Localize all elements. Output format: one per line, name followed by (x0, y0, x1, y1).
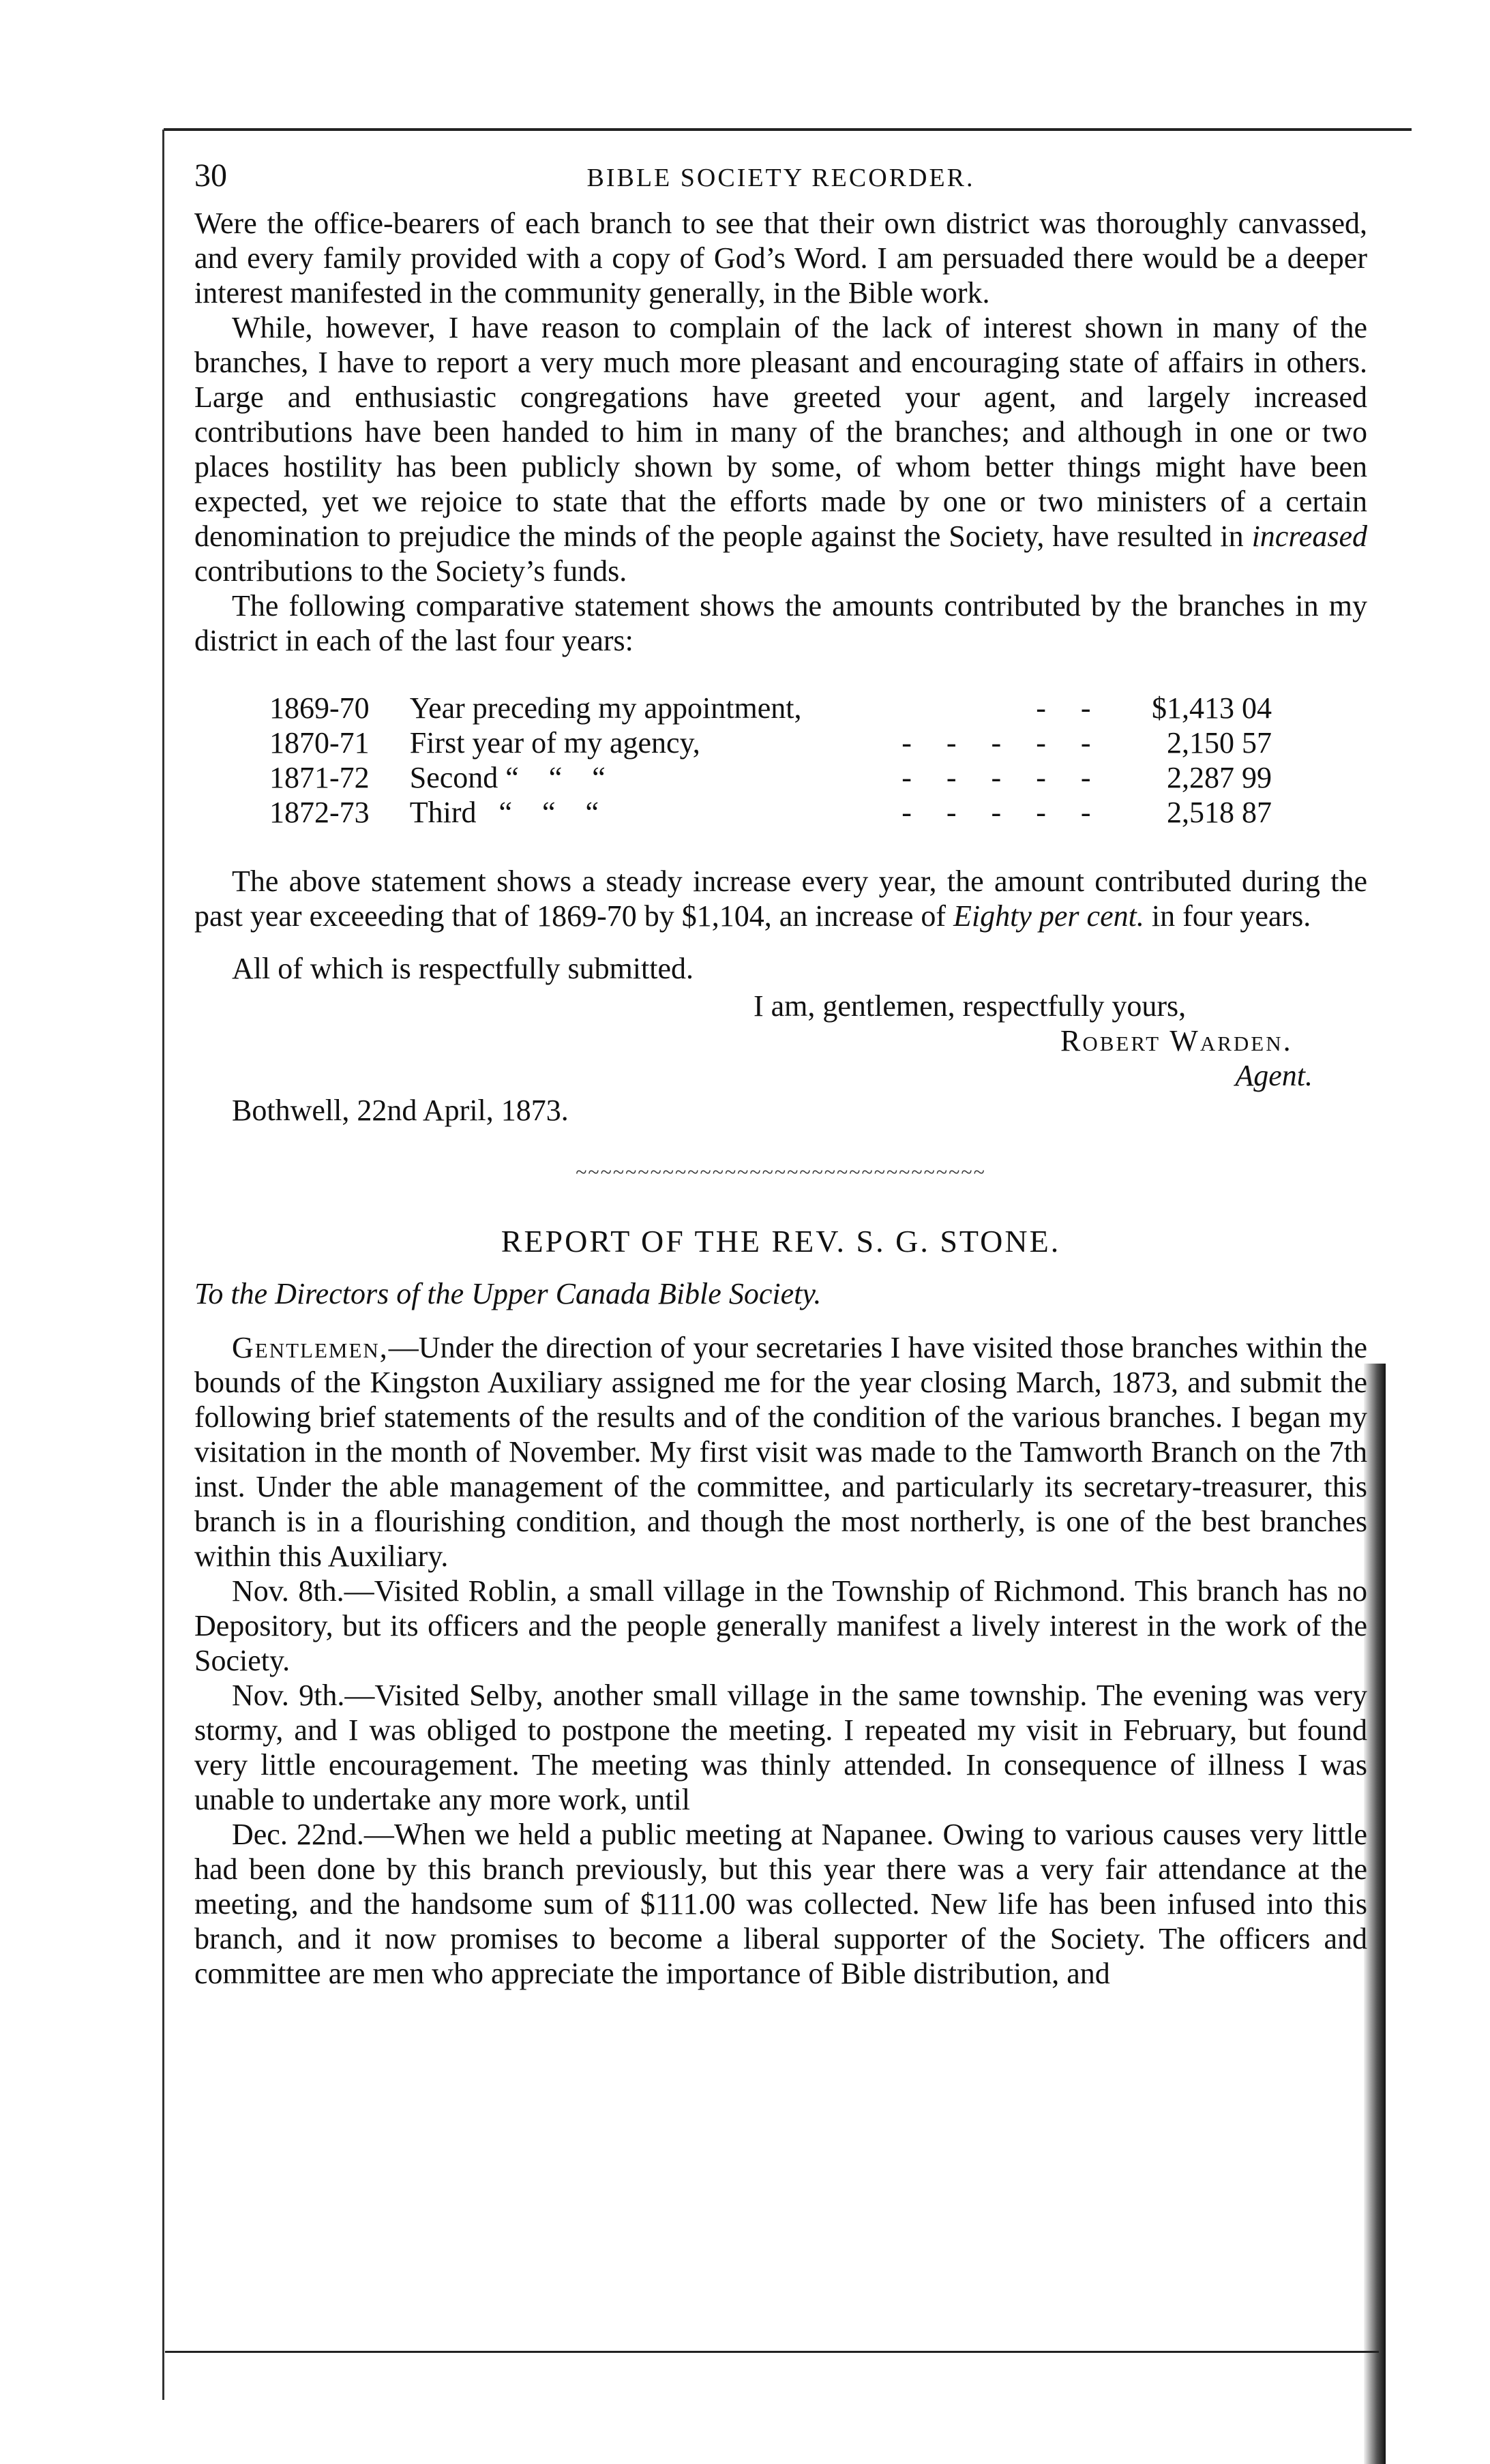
amount-cell: $1,413 04 (1152, 691, 1272, 725)
page-content (194, 158, 1367, 1991)
report-address: To the Directors of the Upper Canada Bible Society. (194, 1277, 822, 1310)
emphasis: Eighty per cent. (953, 899, 1144, 933)
submission-line: All of which is respectfully submitted. (232, 952, 694, 985)
year-cell: 1872-73 (269, 796, 370, 829)
signature-title: Agent. (1235, 1059, 1313, 1092)
paragraph: The above statement shows a steady increase every year, the amount contributed during the past year exceeeding that of 1869-70 by $1,104, an increase of Eighty per cent. in four years. (194, 865, 1367, 933)
year-cell: 1871-72 (269, 761, 370, 794)
paragraph: Gentlemen,—Under the direction of your secretaries I have visited those branches within the bounds of the Kingston Auxiliary assigned me for the year closing March, 1873, and submit the following brief statements of the results and of the condition of the various branches. I began my visitation in the month of November. My first visit was made to the Tamworth Branch on the 7th inst. Under the able management of the committee, and particularly its secretary-treasurer, this branch is in a flourishing condition, and though the most northerly, is one of the best branches within this Auxiliary. (194, 1331, 1367, 1573)
year-cell: 1869-70 (269, 691, 370, 725)
section-title: REPORT OF THE REV. S. G. STONE. (501, 1224, 1061, 1259)
description-cell: First year of my agency, (409, 726, 700, 760)
year-cell: 1870-71 (269, 726, 370, 760)
ornamental-divider: ~~~~~~~~~~~~~~~~~~~~~~~~~~~~~~~~~ (576, 1161, 986, 1184)
amount-cell: 2,150 57 (1167, 726, 1272, 760)
bottom-rule (165, 2351, 1379, 2353)
leader-dashes: - - - - - (902, 796, 1105, 829)
table-row (269, 725, 1272, 760)
table-row (269, 795, 1272, 830)
leader-dashes: - - (1036, 691, 1105, 725)
paragraph: Nov. 8th.—Visited Roblin, a small village in the Township of Richmond. This branch has no Depository, but its officers and the people generally manifest a lively interest in the work of the Society. (194, 1574, 1367, 1677)
paragraph: The following comparative statement shows the amounts contributed by the branches in my district in each of the last four years: (194, 589, 1367, 657)
description-cell: Second “ “ “ (409, 761, 606, 794)
page-header (194, 158, 1367, 206)
place-date: Bothwell, 22nd April, 1873. (232, 1094, 569, 1127)
signature-name: Robert Warden. (1060, 1024, 1293, 1057)
emphasis: increased (1251, 520, 1367, 553)
leader-dashes: - - - - - (902, 761, 1105, 794)
left-page-border (162, 130, 164, 2400)
leader-dashes: - - - - - (902, 726, 1105, 760)
running-title: BIBLE SOCIETY RECORDER. (586, 164, 975, 192)
amount-cell: 2,518 87 (1167, 796, 1272, 829)
salutation: Gentlemen, (232, 1331, 389, 1364)
page-number: 30 (194, 157, 227, 194)
paragraph: Were the office-bearers of each branch to see that their own district was thoroughly canvassed, and every family provided with a copy of God’s Word. I am persuaded there would be a deeper interest manifested in the community generally, in the Bible work. (194, 207, 1367, 310)
description-cell: Third “ “ “ (409, 796, 599, 829)
top-rule (164, 128, 1412, 131)
complimentary-close: I am, gentlemen, respectfully yours, (754, 989, 1187, 1023)
amount-cell: 2,287 99 (1167, 761, 1272, 794)
contribution-statement-table (269, 691, 1272, 830)
table-row (269, 760, 1272, 795)
description-cell: Year preceding my appointment, (409, 691, 802, 725)
paragraph: Dec. 22nd.—When we held a public meeting at Napanee. Owing to various causes very little had been done by this branch previously, but this year there was a very fair attendance at the meeting, and the handsome sum of $111.00 was collected. New life has been infused into this branch, and it now promises to become a liberal supporter of the Society. The officers and committee are men who appreciate the importance of Bible distribution, and (194, 1818, 1367, 1990)
table-row (269, 691, 1272, 725)
paragraph: Nov. 9th.—Visited Selby, another small village in the same township. The evening was very stormy, and I was obliged to postpone the meeting. I repeated my visit in February, but found very little encouragement. The meeting was thinly attended. In consequence of illness I was unable to undertake any more work, until (194, 1679, 1367, 1816)
paragraph: While, however, I have reason to complain of the lack of interest shown in many of the branches, I have to report a very much more pleasant and encouraging state of affairs in others. Large and enthusiastic congregations have greeted your agent, and largely increased contributions have been handed to him in many of the branches; and although in one or two places hostility has been publicly shown by some, of whom better things might have been expected, yet we rejoice to state that the efforts made by one or two ministers of a certain denomination to prejudice the minds of the people against the Society, have resulted in increased contributions to the Society’s funds. (194, 311, 1367, 588)
